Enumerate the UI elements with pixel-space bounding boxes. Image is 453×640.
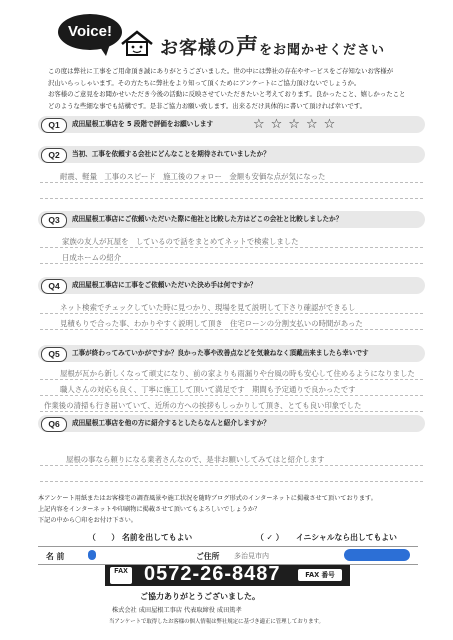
name-label: 名 前 [46,552,65,561]
q6-text: 成田屋根工事店を他の方に紹介するとしたらなんと紹介しますか？ [72,419,270,427]
q5-number: Q5 [41,347,67,362]
q5-answer-line: 作業後の清掃も行き届いていて、近所の方への挨拶もしっかりして頂き、とても良い印象でした [44,401,362,410]
address-value: 多治見市内 [234,552,269,560]
dotted-line [40,182,423,183]
address-label: ご住所 [196,552,220,561]
dotted-line [40,411,423,412]
q3-text: 成田屋根工事店にご依頼いただいた際に他社と比較した方はどこの会社と比較しましたか？ [72,215,343,223]
q3-answer-line: 家族の友人が瓦屋を しているので話をまとめてネットで検索しました [62,237,299,246]
publish-note: 本アンケート用紙またはお客様宅の調査風景や施工状況を随時ブログ形式のインターネットに掲載させて頂いております。 [38,495,377,502]
address-redaction [344,549,410,561]
house-face-icon [120,30,154,56]
q4-answer-line: ネット検索でチェックしていた時に見つかり、現場を見て説明して下さり確認ができるし [60,303,356,312]
q3-number: Q3 [41,213,67,228]
q4-answer-line: 見積もりで合った事、わかりやすく説明して頂き 住宅ローンの分割支払いの時間があった [60,319,363,328]
name-address-box [38,528,418,564]
initial-option-mark[interactable]: （ ✓ ） [256,533,284,542]
initial-option-label: イニシャルなら出してもよい [296,533,397,542]
dotted-line [40,247,423,248]
thanks-text: ご協力ありがとうございました。 [140,592,260,601]
page-title: お客様の声をお聞かせください [160,35,386,60]
circle-instruction: 下記の中から〇印をお付け下さい。 [38,517,137,524]
q1-number: Q1 [41,118,67,133]
q4-number: Q4 [41,279,67,294]
dotted-line [40,329,423,330]
dotted-line [40,263,423,264]
q1-text: 成田屋根工事店を 5 段階で評価をお願いします [72,120,214,128]
q2-number: Q2 [41,148,67,163]
voice-badge: Voice! [58,14,122,50]
rating-stars[interactable]: ☆☆☆☆☆ [253,117,342,132]
dotted-line [40,198,423,199]
dotted-line [40,379,423,380]
q5-answer-line: 職人さんの対応も良く、丁寧に施工して頂いて満足です 期間も予定通りで良かったです [60,385,356,394]
privacy-disclaimer: 当アンケートで取得したお客様の個人情報は弊社規定に基づき適正に管理しております。 [109,619,324,625]
q2-answer-line: 耐震、軽量 工事のスピード 施工後のフォロー 金額も安価な点が気になった [60,172,326,181]
dotted-line [40,313,423,314]
fax-label: FAX 番号 [298,569,342,581]
name-option-label: 名前を出してもよい [122,533,193,542]
dotted-line [40,481,423,482]
publish-question: 上記内容をインターネットや印刷物に掲載させて頂いてもよろしいでしょうか？ [38,506,261,513]
name-redaction [88,550,96,560]
q5-answer-line: 屋根が瓦から新しくなって頑丈になり、前の家よりも雨漏りや台風の時も安心して住めるようになりました [60,369,415,378]
company-name: 株式会社 成田屋根工事店 代表取締役 成田篤孝 [112,607,242,614]
q5-text: 工事が終わってみていかがですか？良かった事や改善点などを気兼ねなく頂戴出来ましたら幸いです [72,349,369,357]
q4-text: 成田屋根工事店に工事をご依頼いただいた決め手は何ですか？ [72,281,257,289]
dotted-line [40,465,423,466]
q6-answer-line: 屋根の事なら頼りになる業者さんなので、是非お願いしてみてはと紹介します [66,455,325,464]
q3-answer-line: 日成ホームの紹介 [62,253,122,262]
q2-text: 当初、工事を依頼する会社にどんなことを期待されていましたか？ [72,150,270,158]
fax-icon: FAX [110,567,132,584]
dotted-line [40,395,423,396]
intro-text: この度は弊社に工事をご用命頂き誠にありがとうございました。世の中には弊社の存在やサービスをご存知ないお客様が 沢山いらっしゃいます。その方たちに弊社をより知って頂くためにアンケートにご協力頂けないでしょうか。 お客様のご意見をお聞かせいただき今後の活動に反映させていただきたいと考えております。良かったこと、嬉しかったこと どのような些細な事でも結構です。是非ご協力お願い致します。出来るだけ具体的に書いて頂ければ幸いです。 [48,67,406,110]
fax-number: 0572-26-8487 [144,563,281,585]
name-option-mark[interactable]: （ ） [88,533,120,542]
q6-number: Q6 [41,417,67,432]
